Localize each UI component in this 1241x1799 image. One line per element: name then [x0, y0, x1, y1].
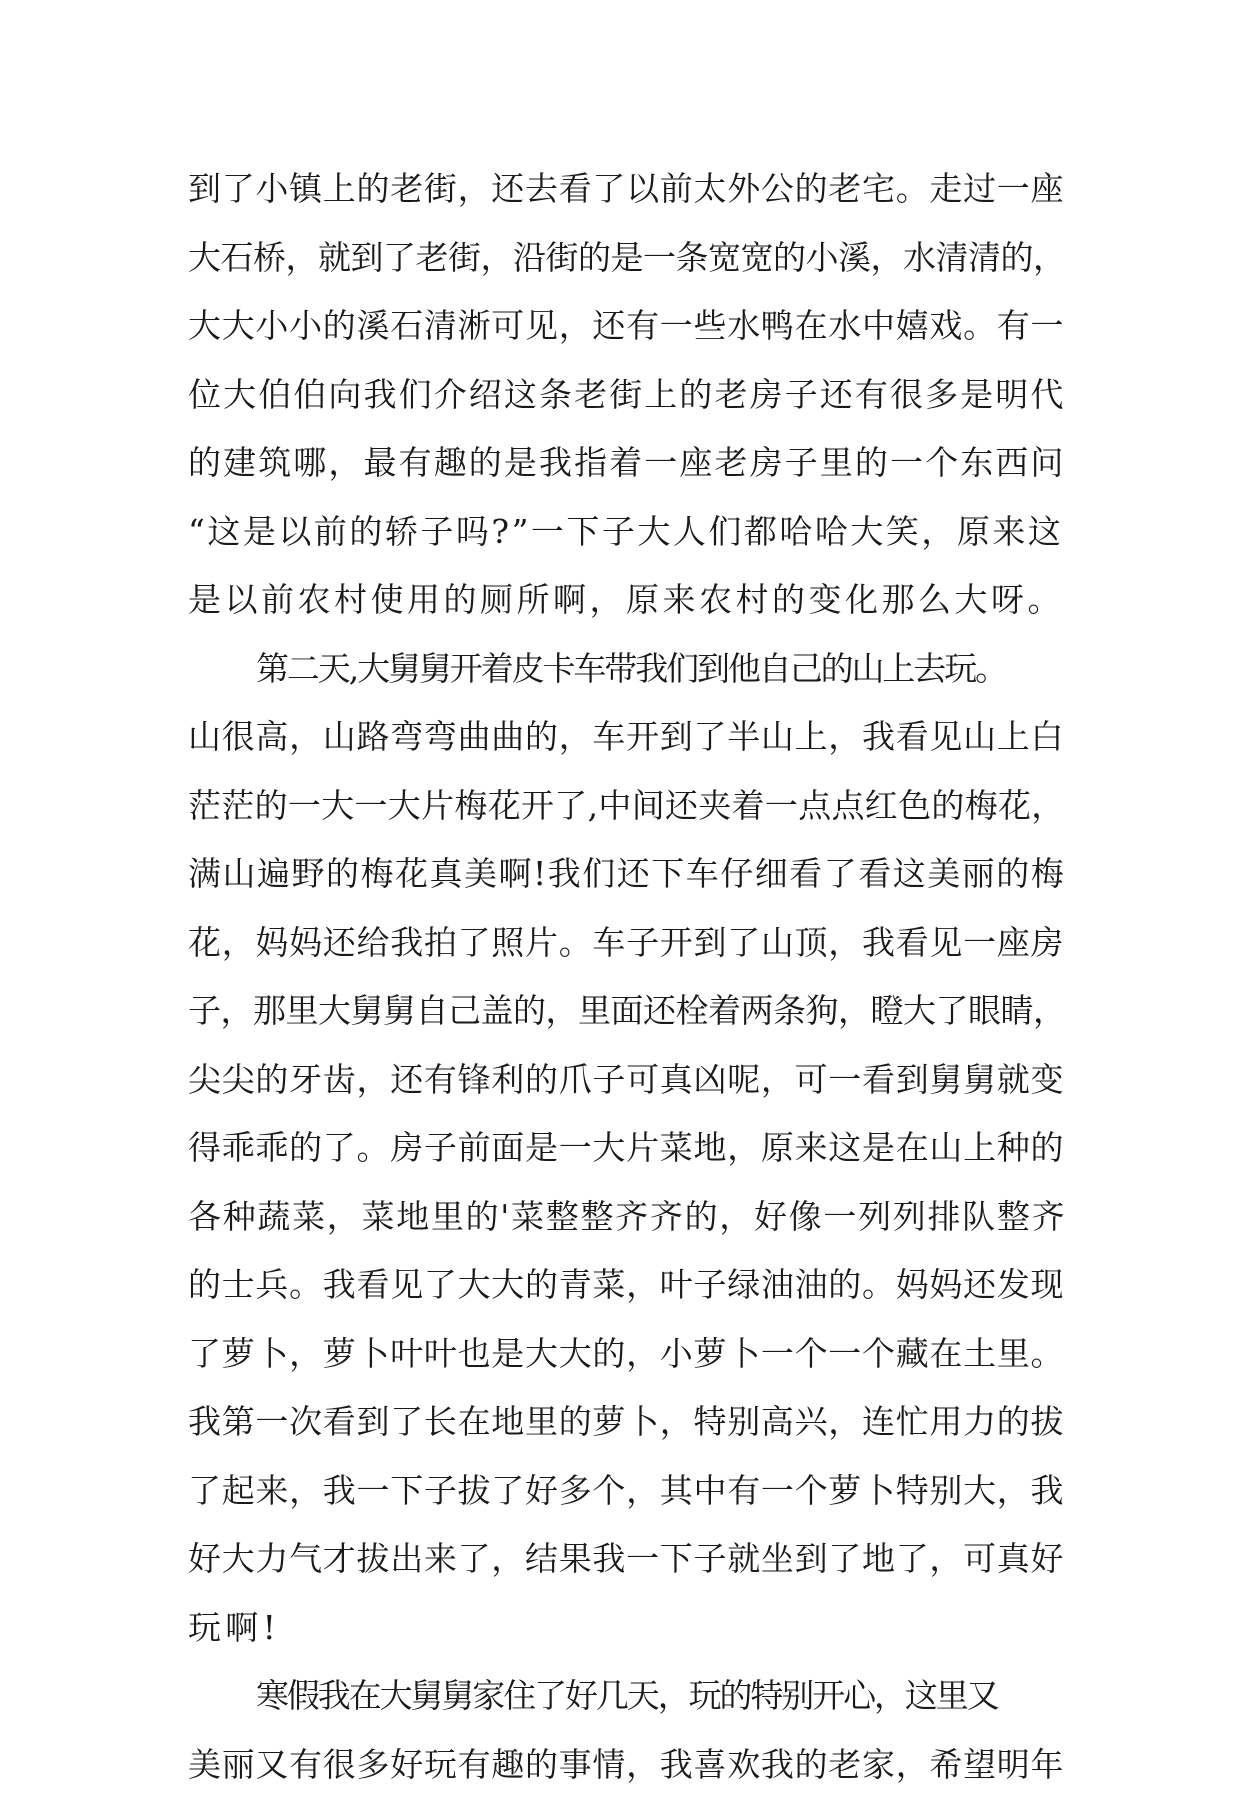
text-line: 的建筑哪，最有趣的是我指着一座老房子里的一个东西问: [188, 429, 1068, 498]
text-line: 了萝卜，萝卜叶叶也是大大的，小萝卜一个一个藏在土里。: [188, 1320, 1068, 1389]
text-line: 尖尖的牙齿，还有锋利的爪子可真凶呢，可一看到舅舅就变: [188, 1046, 1068, 1115]
text-line: 各种蔬菜，菜地里的'菜整整齐齐的，好像一列列排队整齐: [188, 1183, 1068, 1252]
text-line: 得乖乖的了。房子前面是一大片菜地，原来这是在山上种的: [188, 1114, 1068, 1183]
text-line: 的士兵。我看见了大大的青菜，叶子绿油油的。妈妈还发现: [188, 1251, 1068, 1320]
text-line: 寒假我在大舅舅家住了好几天，玩的特别开心，这里又: [188, 1662, 1068, 1731]
text-line: 花，妈妈还给我拍了照片。车子开到了山顶，我看见一座房: [188, 909, 1068, 978]
text-line: 山很高，山路弯弯曲曲的，车开到了半山上，我看见山上白: [188, 703, 1068, 772]
text-line: “这是以前的轿子吗?”一下子大人们都哈哈大笑，原来这: [188, 498, 1068, 567]
text-line: 美丽又有很多好玩有趣的事情，我喜欢我的老家，希望明年: [188, 1731, 1068, 1799]
text-line: 满山遍野的梅花真美啊!我们还下车仔细看了看这美丽的梅: [188, 840, 1068, 909]
text-line: 我第一次看到了长在地里的萝卜，特别高兴，连忙用力的拔: [188, 1388, 1068, 1457]
text-line: 第二天,大舅舅开着皮卡车带我们到他自己的山上去玩。: [188, 635, 1068, 704]
text-line: 是以前农村使用的厕所啊，原来农村的变化那么大呀。: [188, 566, 1068, 635]
text-line: 玩啊!: [188, 1594, 1068, 1663]
text-line: 子，那里大舅舅自己盖的，里面还栓着两条狗，瞪大了眼睛，: [188, 977, 1068, 1046]
body-text: [188, 155, 1068, 1799]
text-line: 大石桥，就到了老街，沿街的是一条宽宽的小溪，水清清的，: [188, 224, 1068, 293]
text-line: 大大小小的溪石清淅可见，还有一些水鸭在水中嬉戏。有一: [188, 292, 1068, 361]
text-line: 位大伯伯向我们介绍这条老街上的老房子还有很多是明代: [188, 361, 1068, 430]
text-line: 到了小镇上的老街，还去看了以前太外公的老宅。走过一座: [188, 155, 1068, 224]
text-line: 茫茫的一大一大片梅花开了,中间还夹着一点点红色的梅花，: [188, 772, 1068, 841]
text-line: 了起来，我一下子拔了好多个，其中有一个萝卜特别大，我: [188, 1457, 1068, 1526]
text-line: 好大力气才拔出来了，结果我一下子就坐到了地了，可真好: [188, 1525, 1068, 1594]
